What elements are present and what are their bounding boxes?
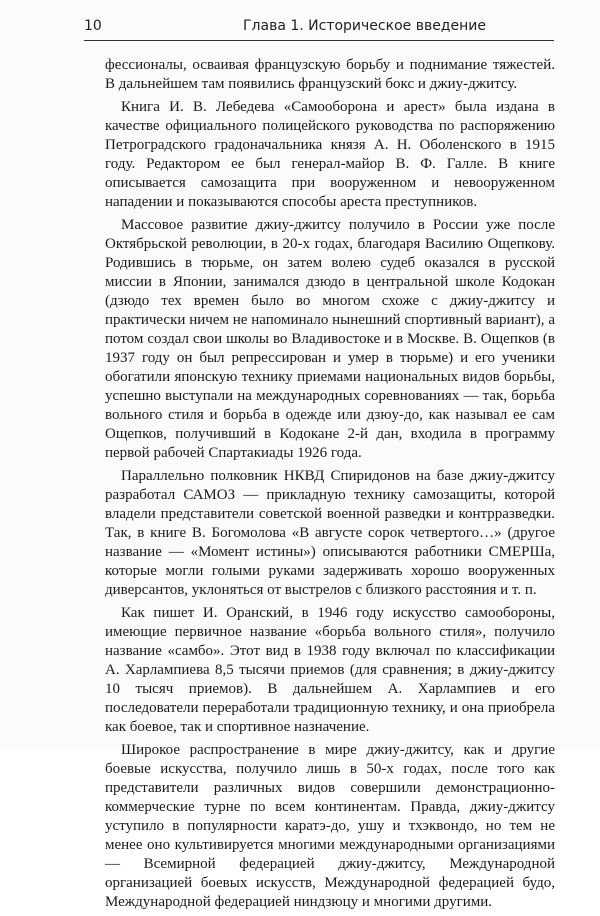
paragraph: Книга И. В. Лебедева «Самооборона и арест» была издана в качестве официального полицейского руководства по распоряжению Петроградского градоначальника князя А. Н. Оболенского в 1915 году. Редактором ее был генерал-майор В. Ф. Галле. В книге описывается самозащита при вооруженном и невооруженном нападении и показываются способы ареста преступников. — [105, 99, 555, 210]
body-text — [105, 56, 555, 916]
paragraph: Широкое распространение в мире джиу-джитсу, как и другие боевые искусства, получило лишь в 50-х годах, после того как представители различных видов совершили демонстрационно-коммерческие турне по всем континентам. Правда, джиу-джитсу уступило в популярности каратэ-до, ушу и тхэквондо, но тем не менее оно культивируется многими международными организациями — Всемирной федерацией джиу-джитсу, Международной организацией боевых искусств, Международной федерацией будо, Международной федерацией ниндзюцу и многими другими. — [105, 742, 555, 910]
running-title: Глава 1. Историческое введение — [243, 18, 486, 34]
paragraph: Как пишет И. Оранский, в 1946 году искусство самообороны, имеющие первичное название «борьба вольного стиля», получило название «самбо». Этот вид в 1938 году включал по классификации А. Харлампиева 8,5 тысячи приемов (для сравнения; в джиу-джитсу 10 тысяч приемов). В дальнейшем А. Харлампиев и его последователи переработали традиционную технику, и она приобрела как боевое, так и спортивное назначение. — [105, 605, 555, 735]
header-rule — [84, 40, 554, 41]
paragraph: Параллельно полковник НКВД Спиридонов на базе джиу-джитсу разработал САМОЗ — прикладную технику самозащиты, которой владели представители советской военной разведки и контрразведки. Так, в книге В. Богомолова «В августе сорок четвертого…» (другое название — «Момент истины») описываются работники СМЕРШа, которые могли голыми руками задерживать хорошо вооруженных диверсантов, уклоняться от выстрелов с близкого расстояния и т. п. — [105, 468, 555, 598]
page-header — [84, 18, 554, 42]
paragraph: фессионалы, осваивая французскую борьбу и поднимание тяжестей. В дальнейшем там появились французский бокс и джиу-джитсу. — [105, 57, 555, 92]
paragraph: Массовое развитие джиу-джитсу получило в России уже после Октябрьской революции, в 20-х годах, благодаря Василию Ощепкову. Родившись в тюрьме, он затем волею судеб оказался в русской миссии в Японии, занимался дзюдо в центральной школе Кодокан (дзюдо тех времен было во многом схоже с джиу-джитсу и практически ничем не напоминало нынешний спортивный вариант), а потом создал свои школы во Владивостоке и в Москве. В. Ощепков (в 1937 году он был репрессирован и умер в тюрьме) и его ученики обогатили японскую технику приемами национальных видов борьбы, успешно выступали на международных соревнованиях — так, борьба вольного стиля и борьба в одежде или дзюу-до, как называл ее сам Ощепков, получивший в Кодокане 2-й дан, входила в программу первой рабочей Спартакиады 1926 года. — [105, 217, 555, 461]
page-number: 10 — [84, 18, 102, 34]
